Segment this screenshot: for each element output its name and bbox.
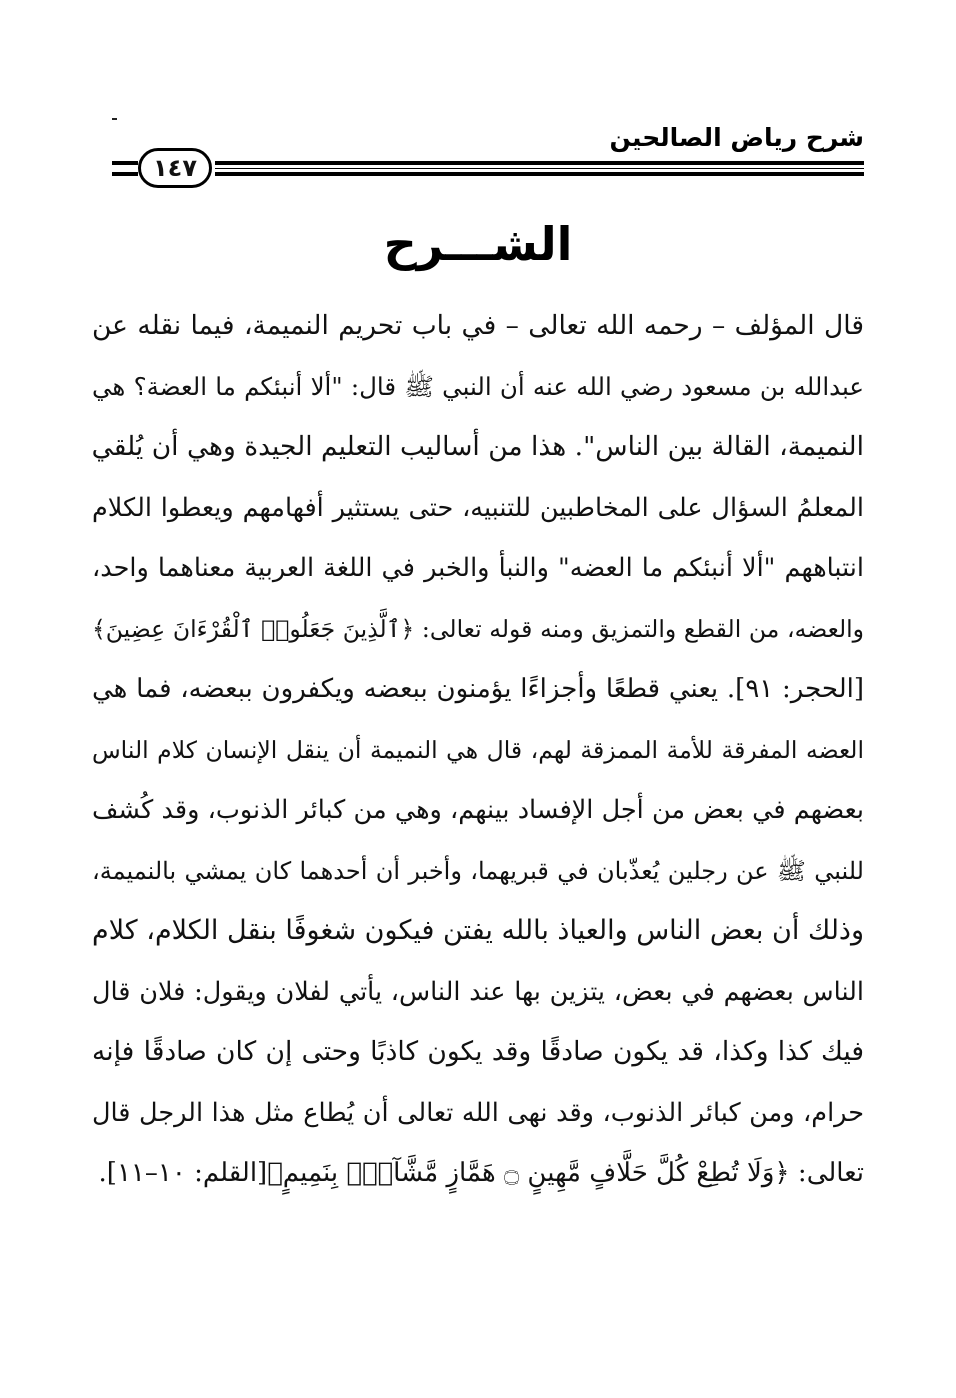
body-text — [92, 296, 864, 1204]
body-line: فيك كذا وكذا، قد يكون صادقًا وقد يكون كاذبًا وحتى إن كان صادقًا فإنه — [92, 1036, 864, 1067]
section-heading: الشـــرح — [383, 217, 573, 271]
body-line: العضه المفرقة للأمة الممزقة لهم، قال هي النميمة أن ينقل الإنسان كلام الناس — [92, 735, 864, 764]
header-rule — [215, 161, 864, 176]
print-mark — [112, 118, 117, 120]
body-line: قال المؤلف – رحمه الله تعالى – في باب تحريم النميمة، فيما نقله عن — [92, 310, 864, 341]
body-line: المعلمُ السؤال على المخاطبين للتنبيه، حتى يستثير أفهامهم ويعطوا الكلام — [92, 492, 864, 523]
page-number: ١٤٧ — [138, 148, 212, 188]
running-title: شرح رياض الصالحين — [609, 123, 864, 152]
body-line: بعضهم في بعض من أجل الإفساد بينهم، وهي من كبائر الذنوب، وقد كُشف — [92, 795, 864, 825]
body-line: عبدالله بن مسعود رضي الله عنه أن النبي ﷺ قال: "ألا أنبئكم ما العضة؟ هي — [92, 371, 864, 401]
body-line: حرام، ومن كبائر الذنوب، وقد نهى الله تعالى أن يُطاع مثل هذا الرجل قال — [92, 1097, 864, 1128]
body-line: النميمة، القالة بين الناس". هذا من أساليب التعليم الجيدة وهي أن يُلقي — [91, 431, 864, 462]
header-rule-left-ticks — [112, 161, 138, 176]
body-line: وذلك أن بعض الناس والعياذ بالله يفتن فيكون شغوفًا بنقل الكلام، كلام — [91, 915, 864, 946]
body-line: الناس بعضهم في بعض، يتزين بها عند الناس، يأتي لفلان ويقول: فلان قال — [92, 976, 864, 1007]
body-line: والعضه، من القطع والتمزيق ومنه قوله تعالى: ﴿ٱلَّذِينَ جَعَلُوا۟ ٱلْقُرْءَانَ عِضِينَ﴾ — [92, 614, 864, 643]
body-line: تعالى: ﴿وَلَا تُطِعْ كُلَّ حَلَّافٍ مَّهِينٍ ۝ هَمَّازٍ مَّشَّآءٍۭ بِنَمِيمٍ﴾[القلم: ١٠–١١]. — [98, 1158, 864, 1188]
body-line: انتباههم "ألا أنبئكم ما العضه" والنبأ والخبر في اللغة العربية معناهما واحد، — [92, 553, 864, 583]
body-line: للنبي ﷺ عن رجلين يُعذّبان في قبريهما، وأخبر أن أحدهما كان يمشي بالنميمة، — [92, 856, 864, 885]
body-line: [الحجر: ٩١]. يعني قطعًا وأجزاءًا يؤمنون ببعضه ويكفرون ببعضه، فما هي — [92, 674, 864, 704]
